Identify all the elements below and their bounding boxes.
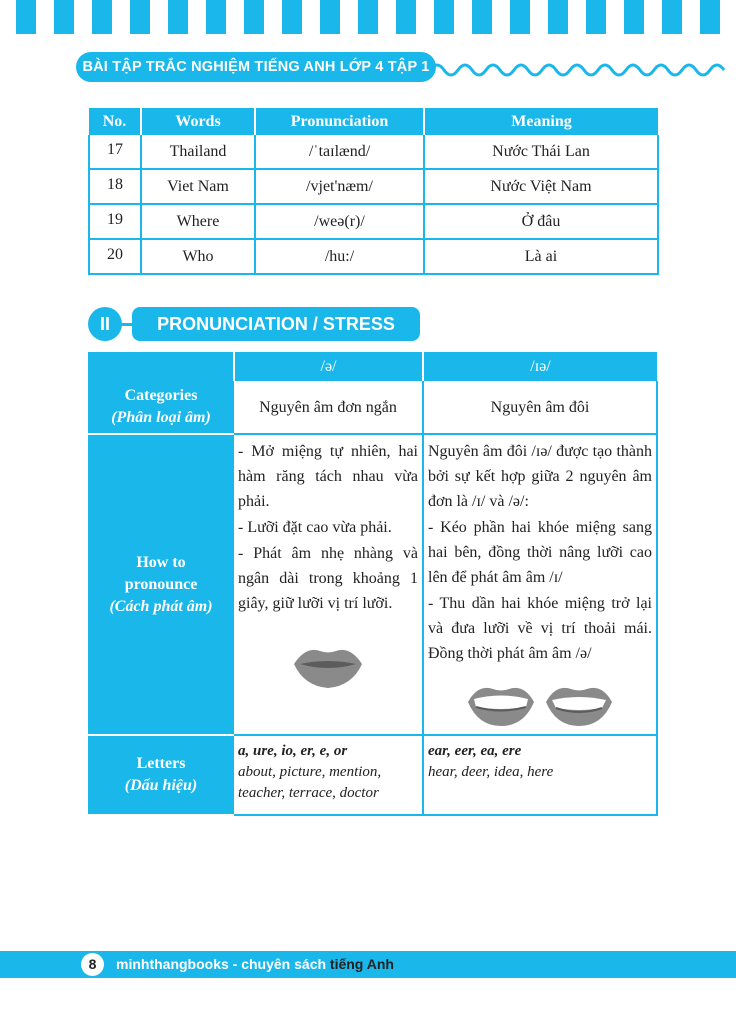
pronunciation-table — [88, 352, 658, 816]
letters-schwa — [234, 735, 423, 815]
categories-ia: Nguyên âm đôi — [423, 381, 657, 434]
row-number: 20 — [89, 239, 141, 274]
row-meaning: Nước Thái Lan — [424, 135, 658, 169]
stripe — [358, 0, 378, 34]
how-to-ia — [423, 434, 657, 735]
how-to-row — [88, 434, 657, 735]
stripe — [624, 0, 644, 34]
row-word: Thailand — [141, 135, 255, 169]
row-word: Who — [141, 239, 255, 274]
categories-row — [88, 381, 657, 434]
table-row — [89, 135, 658, 169]
row-word: Viet Nam — [141, 169, 255, 204]
footer-highlight: tiếng Anh — [329, 956, 394, 972]
stripe — [700, 0, 720, 34]
how-to-label-2: pronounce — [124, 575, 198, 593]
letters-label — [88, 735, 234, 815]
mouth-icon — [292, 642, 364, 690]
how-to-schwa-step: - Lưỡi đặt cao vừa phải. — [238, 519, 392, 536]
table-row — [89, 239, 658, 274]
col-header-empty — [88, 352, 234, 381]
col-header-words: Words — [141, 108, 255, 135]
book-title-banner: BÀI TẬP TRẮC NGHIỆM TIẾNG ANH LỚP 4 TẬP 1 — [76, 52, 436, 82]
col-header-meaning: Meaning — [424, 108, 658, 135]
top-stripes — [0, 0, 736, 34]
row-pronunciation: /hu:/ — [255, 239, 424, 274]
mouth-illustration — [428, 680, 652, 730]
table-row — [89, 169, 658, 204]
row-pronunciation: /vjet'næm/ — [255, 169, 424, 204]
footer-publisher — [116, 951, 394, 978]
row-number: 17 — [89, 135, 141, 169]
stripe — [548, 0, 568, 34]
stripe — [54, 0, 74, 34]
letters-label-vi: (Dấu hiệu) — [124, 777, 198, 794]
categories-label — [88, 381, 234, 434]
col-header-no: No. — [89, 108, 141, 135]
stripe — [586, 0, 606, 34]
categories-label-vi: (Phân loại âm) — [111, 409, 211, 426]
footer-publisher-text: minhthangbooks - chuyên sách — [116, 956, 330, 972]
letters-schwa-examples: about, picture, mention, teacher, terrace, doctor — [238, 764, 382, 801]
how-to-ia-step: - Thu dần hai khóe miệng trở lại và đưa lưỡi về vị trí thoải mái. Đồng thời phát âm âm /ə/ — [428, 595, 652, 662]
row-number: 18 — [89, 169, 141, 204]
how-to-label-vi: (Cách phát âm) — [109, 597, 213, 615]
col-header-ia: /ɪə/ — [423, 352, 657, 381]
wave-decoration-icon — [430, 56, 730, 80]
table-row — [89, 204, 658, 239]
letters-row — [88, 735, 657, 815]
row-meaning: Ở đâu — [424, 204, 658, 239]
stripe — [434, 0, 454, 34]
stripe — [130, 0, 150, 34]
stripe — [662, 0, 682, 34]
categories-label-en: Categories — [124, 387, 198, 404]
how-to-label — [88, 434, 234, 735]
letters-ia — [423, 735, 657, 815]
how-to-schwa-step: - Phát âm nhẹ nhàng và ngân dài trong khoảng 1 giây, giữ lưỡi vị trí lưỡi. — [238, 545, 418, 612]
stripe — [320, 0, 340, 34]
how-to-ia-step: Nguyên âm đôi /ɪə/ được tạo thành bởi sự kết hợp giữa 2 nguyên âm đơn là /ɪ/ và /ə/: — [428, 443, 652, 510]
letters-ia-examples: hear, deer, idea, here — [428, 764, 554, 780]
how-to-label-1: How to — [136, 553, 186, 571]
mouth-icon — [544, 680, 614, 728]
how-to-schwa-step: - Mở miệng tự nhiên, hai hàm răng tách nhau vừa phải. — [238, 443, 418, 510]
stripe — [396, 0, 416, 34]
row-word: Where — [141, 204, 255, 239]
row-meaning: Là ai — [424, 239, 658, 274]
stripe — [510, 0, 530, 34]
stripe — [92, 0, 112, 34]
how-to-schwa — [234, 434, 423, 735]
page-number: 8 — [81, 953, 104, 976]
section-title: PRONUNCIATION / STRESS — [132, 307, 420, 341]
col-header-schwa: /ə/ — [234, 352, 423, 381]
vocab-header-row — [89, 108, 658, 135]
stripe — [282, 0, 302, 34]
how-to-ia-step: - Kéo phần hai khóe miệng sang hai bên, đồng thời nâng lưỡi cao lên để phát âm âm /ɪ/ — [428, 519, 652, 586]
vocabulary-table — [88, 108, 659, 275]
pron-header-row — [88, 352, 657, 381]
letters-ia-spellings: ear, eer, ea, ere — [428, 743, 522, 759]
section-number-badge: II — [88, 307, 122, 341]
row-pronunciation: /ˈtaɪlænd/ — [255, 135, 424, 169]
mouth-icon — [466, 680, 536, 728]
row-pronunciation: /weə(r)/ — [255, 204, 424, 239]
stripe — [16, 0, 36, 34]
row-meaning: Nước Việt Nam — [424, 169, 658, 204]
mouth-illustration — [238, 642, 418, 692]
col-header-pronunciation: Pronunciation — [255, 108, 424, 135]
stripe — [244, 0, 264, 34]
stripe — [472, 0, 492, 34]
stripe — [168, 0, 188, 34]
letters-label-en: Letters — [136, 755, 186, 772]
stripe — [206, 0, 226, 34]
row-number: 19 — [89, 204, 141, 239]
categories-schwa: Nguyên âm đơn ngắn — [234, 381, 423, 434]
letters-schwa-spellings: a, ure, io, er, e, or — [238, 743, 348, 759]
